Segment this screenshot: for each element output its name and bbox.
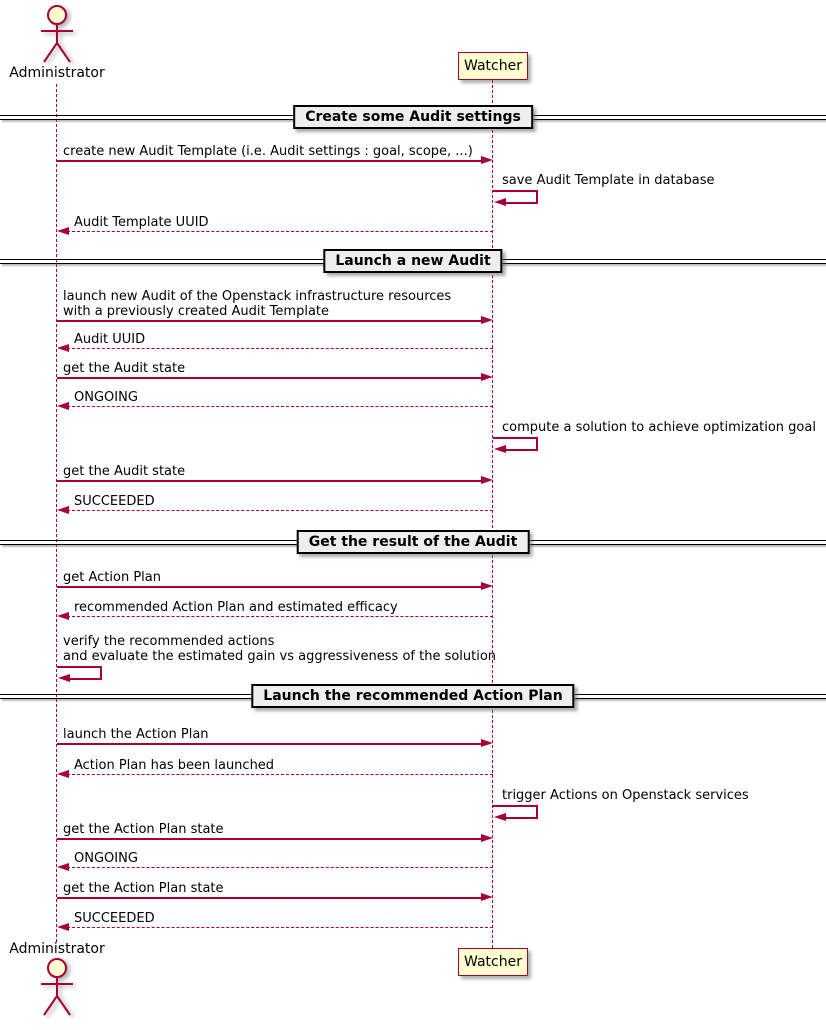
message-line [67, 406, 493, 407]
arrowhead-icon [57, 770, 69, 778]
message-label [63, 464, 185, 479]
message-label [74, 390, 138, 405]
message-label-line: and evaluate the estimated gain vs aggressiveness of the solution [63, 649, 497, 664]
arrowhead-icon [57, 612, 69, 620]
divider-label: Create some Audit settings [293, 105, 533, 129]
message-label [63, 822, 224, 837]
message-line [57, 897, 483, 899]
message-line [57, 586, 483, 588]
self-line-bottom [504, 449, 538, 451]
message-label-line: ONGOING [74, 390, 138, 405]
arrowhead-icon [481, 156, 493, 164]
message-label [502, 788, 749, 803]
arrowhead-icon [494, 198, 506, 206]
message-label-line: launch the Action Plan [63, 727, 209, 742]
arrowhead-icon [57, 506, 69, 514]
message-label-line: launch new Audit of the Openstack infrastructure resources [63, 289, 452, 304]
message-line [57, 377, 483, 379]
arrowhead-icon [494, 813, 506, 821]
message-label-line: SUCCEEDED [74, 494, 155, 509]
arrowhead-icon [58, 674, 70, 682]
arrowhead-icon [57, 863, 69, 871]
message-label-line: get Action Plan [63, 570, 161, 585]
divider-label: Launch the recommended Action Plan [251, 684, 574, 708]
arrowhead-icon [57, 402, 69, 410]
message-label [63, 634, 496, 664]
arrowhead-icon [57, 344, 69, 352]
message-line [57, 838, 483, 840]
actor-icon [35, 957, 79, 1019]
actor-icon [35, 4, 79, 66]
message-label-line: get the Action Plan state [63, 822, 224, 837]
message-label [63, 727, 209, 742]
message-label [63, 570, 161, 585]
message-label [63, 144, 473, 159]
participant-label: Administrator [9, 941, 105, 957]
message-label [74, 758, 274, 773]
participant-administrator-bottom [0, 942, 117, 1019]
message-label [63, 881, 224, 896]
message-label-line: SUCCEEDED [74, 911, 155, 926]
arrowhead-icon [481, 893, 493, 901]
participant-label: Administrator [9, 65, 105, 81]
arrowhead-icon [481, 373, 493, 381]
message-label [502, 420, 816, 435]
self-line-top [493, 805, 538, 807]
message-label-line: Action Plan has been launched [74, 758, 275, 773]
lifeline-watcher [492, 80, 493, 948]
message-label-line: verify the recommended actions [63, 634, 275, 649]
message-line [67, 927, 493, 928]
participant-administrator-top [0, 4, 117, 81]
divider-label: Launch a new Audit [323, 249, 502, 273]
divider-label: Get the result of the Audit [297, 530, 530, 554]
arrowhead-icon [494, 445, 506, 453]
self-line-bottom [504, 817, 538, 819]
message-label-line: save Audit Template in database [502, 173, 715, 188]
message-label-line: compute a solution to achieve optimization goal [502, 420, 816, 435]
arrowhead-icon [57, 923, 69, 931]
message-label [74, 215, 209, 230]
message-line [67, 231, 493, 232]
message-label-line: get the Audit state [63, 361, 186, 376]
message-label-line: get the Audit state [63, 464, 186, 479]
message-label [74, 600, 398, 615]
message-label [63, 289, 451, 319]
self-line-top [493, 437, 538, 439]
message-label-line: get the Action Plan state [63, 881, 224, 896]
message-line [57, 480, 483, 482]
arrowhead-icon [481, 834, 493, 842]
message-line [67, 348, 493, 349]
message-line [57, 320, 483, 322]
message-line [57, 160, 483, 162]
message-line [67, 774, 493, 775]
self-line-bottom [68, 678, 102, 680]
message-label-line: trigger Actions on Openstack services [502, 788, 749, 803]
self-line-top [57, 666, 102, 668]
message-label [502, 173, 715, 188]
message-label [74, 494, 155, 509]
message-line [57, 743, 483, 745]
message-label [74, 851, 138, 866]
message-label [74, 911, 155, 926]
message-label-line: Audit UUID [74, 332, 146, 347]
message-label-line: with a previously created Audit Template [63, 304, 330, 319]
participant-watcher-bottom: Watcher [458, 948, 528, 976]
self-line-bottom [504, 202, 538, 204]
arrowhead-icon [481, 582, 493, 590]
message-label-line: Audit Template UUID [74, 215, 209, 230]
arrowhead-icon [481, 739, 493, 747]
arrowhead-icon [481, 316, 493, 324]
message-label-line: ONGOING [74, 851, 138, 866]
message-label [63, 361, 185, 376]
message-line [67, 510, 493, 511]
message-label-line: create new Audit Template (i.e. Audit settings : goal, scope, ...) [63, 144, 473, 159]
message-label [74, 332, 145, 347]
self-line-top [493, 190, 538, 192]
arrowhead-icon [481, 476, 493, 484]
message-line [67, 616, 493, 617]
arrowhead-icon [57, 227, 69, 235]
message-label-line: recommended Action Plan and estimated efficacy [74, 600, 398, 615]
message-line [67, 867, 493, 868]
participant-watcher-top: Watcher [458, 52, 528, 80]
